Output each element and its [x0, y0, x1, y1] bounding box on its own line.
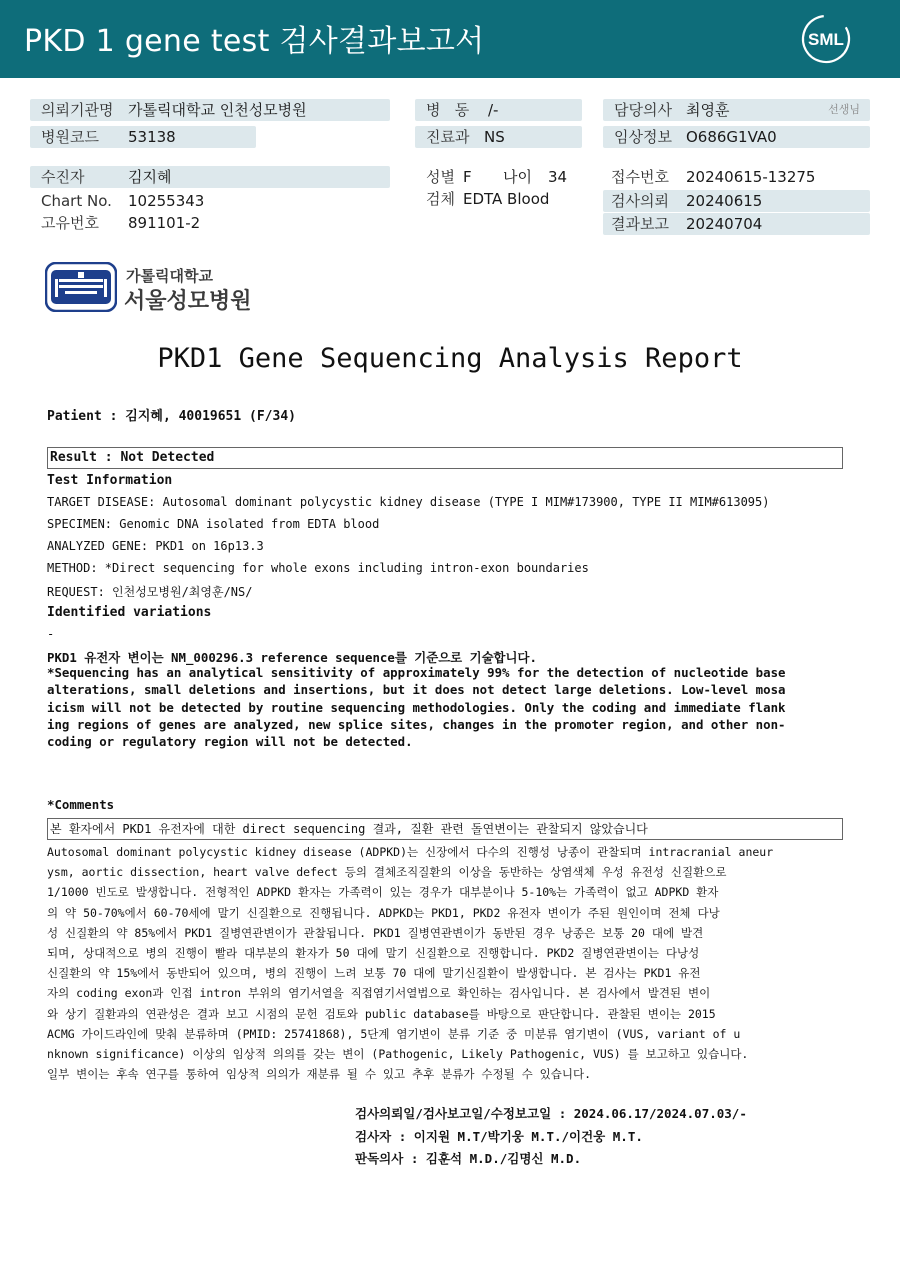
- method-line: METHOD: *Direct sequencing for whole exons including intron-exon boundaries: [47, 561, 589, 575]
- page-title: PKD 1 gene test 검사결과보고서: [24, 24, 485, 59]
- patient-line: Patient : 김지혜, 40019651 (F/34): [47, 409, 296, 424]
- result-date-field: [603, 213, 870, 235]
- patient-value: 김지혜: [128, 168, 172, 186]
- age-label: 나이: [503, 168, 532, 186]
- comment-line: 1/1000 빈도로 발생합니다. 전형적인 ADPKD 환자는 가족력이 있는 경우가 대부분이나 5-10%는 가족력이 없고 ADPKD 환자: [47, 885, 719, 900]
- age-value: 34: [548, 168, 568, 186]
- hospital-name-line1: 가톨릭대학교: [126, 267, 213, 285]
- uid-label: 고유번호: [41, 214, 99, 232]
- comment-line: 자의 coding exon과 인접 intron 부위의 염기서열을 직접염기서열법으로 확인하는 검사입니다. 본 검사에서 발견된 변이: [47, 986, 711, 1001]
- report-title: PKD1 Gene Sequencing Analysis Report: [157, 343, 743, 374]
- specimen-value: EDTA Blood: [463, 190, 550, 208]
- chart-value: 10255343: [128, 192, 205, 210]
- comment-line: ACMG 가이드라인에 맞춰 분류하며 (PMID: 25741868), 5단계 염기변이 분류 기준 중 미분류 염기변이 (VUS, variant of u: [47, 1026, 741, 1041]
- physicians-line: 판독의사 : 김훈석 M.D./김명신 M.D.: [355, 1151, 582, 1166]
- comment-line: 와 상기 질환과의 연관성은 결과 보고 시점의 문헌 검토와 public database를 바탕으로 판단합니다. 관찰된 변이는 2015: [47, 1006, 716, 1021]
- header-bar: [0, 0, 900, 78]
- technicians-line: 검사자 : 이지원 M.T/박기웅 M.T./이건웅 M.T.: [355, 1129, 643, 1144]
- identified-value: -: [47, 627, 55, 641]
- chart-label: Chart No.: [41, 192, 112, 210]
- doctor-suffix: 선생님: [828, 103, 860, 116]
- comment-line: nknown significance) 이상의 임상적 의의를 갖는 변이 (Pathogenic, Likely Pathogenic, VUS) 를 보고하고 있습니다.: [47, 1047, 749, 1062]
- request-date-field: [603, 190, 870, 212]
- sensitivity-paragraph: [47, 664, 847, 750]
- doctor-label: 담당의사: [614, 101, 672, 119]
- dept-field: [415, 126, 582, 148]
- hospital-seal-logo: [45, 262, 117, 312]
- sensitivity-line: *Sequencing has an analytical sensitivity of approximately 99% for the detection of nucleotide base: [47, 665, 786, 680]
- comment-line: ysm, aortic dissection, heart valve defect 등의 결체조직질환의 이상을 동반하는 상염색체 우성 유전성 신질환으로: [47, 865, 727, 880]
- sex-label: 성별: [426, 168, 455, 186]
- patient-label: 수진자: [41, 168, 85, 186]
- identified-heading: Identified variations: [47, 605, 212, 620]
- comments-paragraph: [47, 842, 847, 1084]
- comment-line: 일부 변이는 후속 연구를 통하여 임상적 의의가 재분류 될 수 있고 추후 분류가 수정될 수 있습니다.: [47, 1067, 592, 1082]
- hospital-code-field: [30, 126, 256, 148]
- institution-label: 의뢰기관명: [41, 101, 114, 119]
- dept-value: NS: [484, 128, 505, 146]
- hospital-code-label: 병원코드: [41, 128, 99, 146]
- uid-field: [30, 212, 390, 234]
- clinical-label: 임상정보: [614, 128, 672, 146]
- specimen-line: SPECIMEN: Genomic DNA isolated from EDTA blood: [47, 517, 380, 531]
- reference-note: PKD1 유전자 변이는 NM_000296.3 reference sequence를 기준으로 기술합니다.: [47, 650, 537, 665]
- sensitivity-line: ing regions of genes are analyzed, new splice sites, changes in the promoter region, and other non-: [47, 716, 786, 732]
- sex-age-field: [415, 166, 590, 188]
- comment-line: 신질환의 약 15%에서 동반되어 있으며, 병의 진행이 느려 보통 70 대에 말기신질환이 발생합니다. 본 검사는 PKD1 유전: [47, 966, 701, 981]
- sensitivity-line: coding or regulatory region will not be detected.: [47, 734, 413, 750]
- receipt-label: 접수번호: [611, 168, 669, 186]
- comment-line: 의 약 50-70%에서 60-70세에 말기 신질환으로 진행됩니다. ADPKD는 PKD1, PKD2 유전자 변이가 주된 원인이며 전체 다낭: [47, 905, 720, 920]
- result-date-value: 20240704: [686, 215, 763, 233]
- request-date-label: 검사의뢰: [611, 192, 669, 210]
- dates-line: 검사의뢰일/검사보고일/수정보고일 : 2024.06.17/2024.07.03/-: [355, 1106, 747, 1121]
- sml-logo-text: SML: [808, 30, 844, 49]
- request-line: REQUEST: 인천성모병원/최영훈/NS/: [47, 585, 253, 599]
- comments-heading: *Comments: [47, 797, 115, 812]
- sex-value: F: [463, 168, 472, 186]
- hospital-name-line2: 서울성모병원: [124, 289, 252, 314]
- ward-value: /-: [488, 101, 499, 119]
- request-date-value: 20240615: [686, 192, 763, 210]
- specimen-label: 검체: [426, 190, 455, 208]
- ward-label: 병 동: [426, 101, 470, 119]
- receipt-field: [603, 166, 870, 188]
- institution-value: 가톨릭대학교 인천성모병원: [128, 101, 307, 119]
- ward-field: [415, 99, 582, 121]
- hospital-code-value: 53138: [128, 128, 176, 146]
- dept-label: 진료과: [426, 128, 470, 146]
- specimen-field: [415, 188, 590, 210]
- clinical-field: [603, 126, 870, 148]
- clinical-value: O686G1VA0: [686, 128, 777, 146]
- analyzed-gene-line: ANALYZED GENE: PKD1 on 16p13.3: [47, 539, 264, 553]
- patient-field: [30, 166, 390, 188]
- institution-field: [30, 99, 390, 121]
- receipt-value: 20240615-13275: [686, 168, 816, 186]
- doctor-value: 최영훈: [686, 101, 730, 119]
- sml-logo: [797, 12, 855, 66]
- comments-box: 본 환자에서 PKD1 유전자에 대한 direct sequencing 결과, 질환 관련 돌연변이는 관찰되지 않았습니다: [47, 818, 843, 840]
- result-box: Result : Not Detected: [47, 447, 843, 469]
- test-info-heading: Test Information: [47, 473, 173, 488]
- chart-field: [30, 190, 390, 212]
- target-disease-line: TARGET DISEASE: Autosomal dominant polycystic kidney disease (TYPE I MIM#173900, TYPE II MIM#613095): [47, 495, 770, 509]
- uid-value: 891101-2: [128, 214, 201, 232]
- comment-line: 되며, 상대적으로 병의 진행이 빨라 대부분의 환자가 50 대에 말기 신질환으로 진행합니다. PKD2 질병연관변이는 다낭성: [47, 946, 700, 961]
- sensitivity-line: icism will not be detected by routine sequencing methodologies. Only the coding and immediate flank: [47, 699, 786, 715]
- sensitivity-line: alterations, small deletions and insertions, but it does not detect large deletions. Low-level mosa: [47, 682, 786, 698]
- comment-line: 성 신질환의 약 85%에서 PKD1 질병연관변이가 관찰됩니다. PKD1 질병연관변이가 동반된 경우 낭종은 보통 20 대에 발견: [47, 925, 704, 940]
- result-date-label: 결과보고: [611, 215, 669, 233]
- doctor-field: [603, 99, 870, 121]
- comment-line: Autosomal dominant polycystic kidney disease (ADPKD)는 신장에서 다수의 진행성 낭종이 관찰되며 intracranial aneur: [47, 845, 774, 859]
